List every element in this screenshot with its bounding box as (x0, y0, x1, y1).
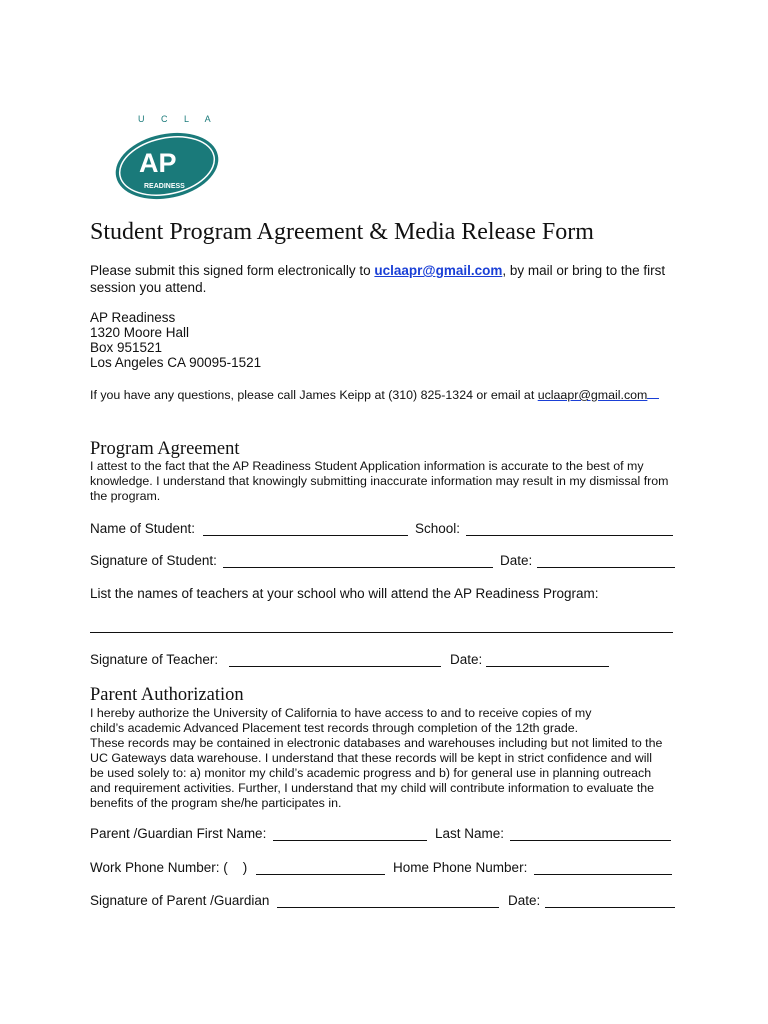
intro-line-1 (90, 263, 690, 278)
teacher-signature-field[interactable] (229, 654, 441, 667)
student-date-label: Date: (500, 553, 533, 568)
questions-text: If you have any questions, please call James Keipp at (310) 825-1324 or email at (90, 388, 538, 402)
home-phone-field[interactable] (534, 862, 672, 875)
teacher-signature-label: Signature of Teacher: (90, 652, 219, 667)
program-agreement-text-3: the program. (90, 489, 161, 503)
school-label: School: (415, 521, 461, 536)
parent-first-name-field[interactable] (273, 828, 427, 841)
intro-line-2: session you attend. (90, 280, 207, 295)
address-line-3: Box 951521 (90, 340, 163, 355)
parent-auth-text-3: These records may be contained in electronic databases and warehouses including but not limited to the (90, 736, 663, 750)
parent-auth-text-4: UC Gateways data warehouse. I understand that these records will be kept in strict confidence and will (90, 751, 653, 765)
parent-auth-text-6: and requirement activities. Further, I understand that my child will contribute information to evaluate the (90, 781, 655, 795)
student-date-field[interactable] (537, 555, 675, 568)
questions-email-link[interactable]: uclaapr@gmail.com (537, 388, 648, 402)
teacher-date-label: Date: (450, 652, 483, 667)
student-signature-field[interactable] (223, 555, 493, 568)
parent-auth-text-1: I hereby authorize the University of California to have access to and to receive copies of my (90, 706, 592, 720)
email-underline (647, 398, 659, 399)
address-line-4: Los Angeles CA 90095-1521 (90, 355, 262, 370)
address-line-1: AP Readiness (90, 310, 176, 325)
logo-org-text: U C L A (138, 114, 218, 124)
intro-text-before: Please submit this signed form electronically to (90, 263, 375, 278)
parent-signature-label: Signature of Parent /Guardian (90, 893, 270, 908)
program-agreement-text-2: knowledge. I understand that knowingly submitting inaccurate information may result in my dismissal from (90, 474, 669, 488)
work-phone-field[interactable] (256, 862, 385, 875)
student-signature-label: Signature of Student: (90, 553, 217, 568)
teachers-label: List the names of teachers at your school who will attend the AP Readiness Program: (90, 586, 599, 601)
home-phone-label: Home Phone Number: (393, 860, 528, 875)
parent-date-label: Date: (508, 893, 541, 908)
school-field[interactable] (466, 523, 673, 536)
student-name-field[interactable] (203, 523, 408, 536)
parent-signature-field[interactable] (277, 895, 499, 908)
parent-authorization-heading: Parent Authorization (90, 685, 244, 705)
logo-subtitle-text: READINESS (144, 183, 185, 190)
questions-line (90, 388, 710, 403)
program-agreement-heading: Program Agreement (90, 439, 240, 459)
parent-date-field[interactable] (545, 895, 675, 908)
intro-text-after: , by mail or bring to the first (502, 263, 666, 278)
teacher-date-field[interactable] (486, 654, 609, 667)
page-title: Student Program Agreement & Media Release Form (90, 219, 594, 245)
parent-auth-text-7: benefits of the program she/he participates in. (90, 796, 342, 810)
work-phone-label: Work Phone Number: ( ) (90, 860, 248, 875)
program-agreement-text-1: I attest to the fact that the AP Readiness Student Application information is accurate to the best of my (90, 459, 644, 473)
parent-last-name-field[interactable] (510, 828, 671, 841)
parent-first-name-label: Parent /Guardian First Name: (90, 826, 267, 841)
parent-last-name-label: Last Name: (435, 826, 505, 841)
logo-mark-text: AP (139, 148, 177, 178)
parent-auth-text-5: be used solely to: a) monitor my child’s academic progress and b) for general use in planning outreach (90, 766, 652, 780)
student-name-label: Name of Student: (90, 521, 196, 536)
ucla-ap-readiness-logo (112, 108, 222, 204)
address-line-2: 1320 Moore Hall (90, 325, 190, 340)
submit-email-link[interactable]: uclaapr@gmail.com (374, 263, 503, 278)
teachers-names-field[interactable] (90, 620, 673, 633)
parent-auth-text-2: child’s academic Advanced Placement test records through completion of the 12th grade. (90, 721, 579, 735)
